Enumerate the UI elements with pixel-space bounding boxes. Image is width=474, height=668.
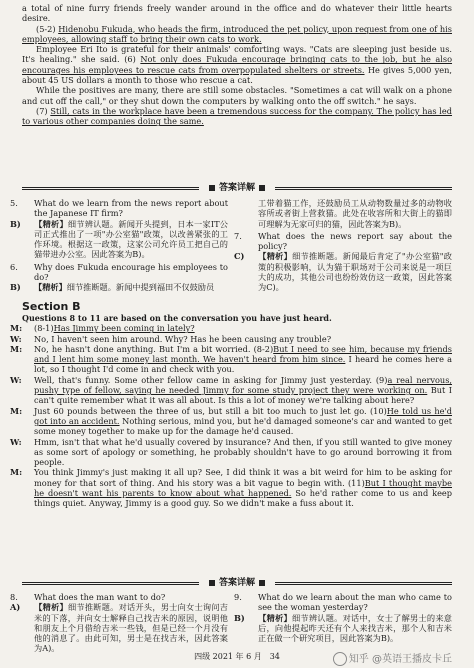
passage-paragraph: (7) Still, cats in the workplace have been a tremendous success for the company. The policy has led to various other companies doing the same.: [22, 105, 453, 127]
underlined-answer-sentence: Has Jimmy been coming in lately?: [53, 323, 195, 334]
news-passage: [22, 3, 452, 127]
answer-explanation: C) 【精析】细节推断题。新闻最后肯定了"办公室猫"政策的积极影响，认为猫于职场对于公司来说是一项巨大的成功，其他公司也纷纷效仿这一政策，因此答案为C)。: [234, 251, 452, 293]
answer-column-left: [10, 592, 228, 654]
dialogue-line: W: Hmm, isn't that what he'd usually covered by insurance? And then, if you still wanted to give money as some sort of apology or something, he probably shouldn't have to go around borrowing it from people.: [10, 436, 452, 468]
question-marker: (8-1): [34, 323, 54, 334]
square-bullet-icon: [209, 580, 215, 586]
passage-paragraph: While the positives are many, there are still some obstacles. "Sometimes a cat will walk on a phone and cut off the call," or they shut down the computers by walking onto the off switch." he says.: [22, 85, 452, 106]
question-item: 9. What do we learn about the man who came to see the woman yesterday?: [234, 592, 452, 613]
passage-paragraph: (5-2) Hidenobu Fukuda, who heads the firm, introduced the pet policy, upon request from one of his employees, allowing staff to bring their own cats to work.: [22, 23, 452, 44]
answer-column-right: [234, 592, 452, 644]
dialogue-line: W: No, I haven't seen him around. Why? Has he been causing any trouble?: [10, 333, 332, 344]
section-heading: Section B: [22, 300, 81, 313]
answer-column-right: [234, 198, 452, 293]
passage-paragraph: Employee Eri Ito is grateful for their animals' comforting ways. "Cats are sleeping just beside us. It's healing." she said. (6) Not only does Fukuda encourage bringing cats to the job, but he also encourages his employees to rescue cats from overpopulated shelters or streets. He gives 5,000 yen, about 45 US dollars a month to those who rescue a cat.: [22, 44, 453, 86]
answer-explanation: B) 【精析】细节推断题。新闻中提到福田不仅鼓励员: [10, 282, 215, 293]
speaker-label: M:: [10, 343, 23, 354]
underlined-answer-sentence: Still, cats in the workplace have been a tremendous success for the company. The policy has led to various other companies doing the same.: [22, 105, 453, 127]
underlined-answer-sentence: Not only does Fukuda encourage bringing cats to the job, but he also encourages his employees to rescue cats from overpopulated shelters or streets.: [22, 54, 453, 75]
answer-explanation: A) 【精析】细节推断题。对话开头，男士向女士询问吉米的下落，并向女士解释自己找吉米的原因，说明他和朋友上个月借给吉米一些钱，但是已经一个月没有他的消息了。由此可知，男士是在找吉米，因此答案为A)。: [10, 602, 228, 654]
banner-rule: [22, 582, 199, 585]
section-instructions: Questions 8 to 11 are based on the conversation you have just heard.: [22, 313, 332, 323]
dialogue-line: M: No, he hasn't done anything. But I'm a bit worried. (8-2)But I need to see him, because my friends and I lent him some money last month. We haven't heard from him since. I heard he comes here a lot, so I thought I'd come in and check with you.: [10, 343, 452, 375]
underlined-answer-sentence: He told us he'd got into an accident.: [34, 405, 452, 426]
answer-explanation: B) 【精析】细节辨认题。对话中，女士了解男士的来意后，向他提起昨天还有个人来找吉米，那个人和吉米正在做一个研究项目，因此答案为B)。: [234, 612, 452, 644]
dialogue: [10, 323, 452, 509]
dialogue-line: M: Just 60 pounds between the three of us, but still a bit too much to just let go. (10)He told us he'd got into an accident. Nothing serious, mind you, but he'd damaged someone's car and wanted to get some money together to make up for the damage he'd caused.: [10, 405, 452, 437]
question-marker: (8-2): [253, 343, 274, 354]
question-item: 7. What does the news report say about the policy?: [234, 230, 452, 252]
question-item: 8. What does the man want to do?: [10, 592, 166, 602]
underlined-answer-sentence: a real nervous, pushy type of fellow, saying he needed Jimmy for some study project they were working on.: [34, 374, 452, 396]
dialogue-line: M: You think Jimmy's just making it all up? See, I did think it was a bit weird for him to be asking for money for that sort of thing. And his story was a bit vague to begin with. (11)But I thought maybe he doesn't want his parents to know about what happened. So he'd rather come to us and keep things quiet. Anyway, Jimmy is a good guy. So we didn't make a fuss about it.: [10, 467, 452, 509]
answer-column-left: [10, 198, 228, 293]
banner-rule: [275, 187, 452, 190]
speaker-label: W:: [10, 436, 22, 447]
speaker-label: M:: [10, 467, 23, 478]
square-bullet-icon: [209, 185, 215, 191]
banner-label: 答案详解: [219, 182, 256, 193]
square-bullet-icon: [259, 185, 265, 191]
banner-rule: [275, 582, 452, 585]
passage-paragraph: a total of nine furry friends freely wander around in the office and do whatever their little hearts desire.: [22, 3, 452, 24]
question-item: 6. Why does Fukuda encourage his employees to do?: [10, 261, 228, 283]
answer-explanation: B) 【精析】细节辨认题。新闻开头提到，日本一家IT公司正式推出了一项"办公室猫"政策，以改善紧张的工作环境。根据这一政策，这家公司允许员工把自己的猫带进办公室。因此答案为B)。: [10, 218, 228, 260]
dialogue-line: [10, 323, 452, 334]
underlined-answer-sentence: Hidenobu Fukuda, who heads the firm, introduced the pet policy, upon request from one of his employees, allowing staff to bring their own cats to work.: [22, 23, 452, 44]
watermark: 知乎 @英语王播皮卡丘: [333, 652, 452, 666]
speaker-label: M:: [10, 323, 23, 334]
question-item: 5. What do we learn from the news report about the Japanese IT firm?: [10, 198, 228, 219]
banner-label: 答案详解: [219, 577, 256, 588]
answer-explanation: 工带着猫工作，还鼓励员工从动物数量过多的动物收容所或者街上营救猫。此处在收容所和大街上的猫即可理解为无家可归的猫，因此答案为B)。: [258, 198, 452, 229]
speaker-label: M:: [10, 405, 23, 416]
dialogue-line: W: Well, that's funny. Some other fellow came in asking for Jimmy just yesterday. (9)a real nervous, pushy type of fellow, saying he needed Jimmy for some study project they were working on. But I can't quite remember what it was all about. Is this a lot of money we're talking about here?: [10, 374, 452, 406]
underlined-answer-sentence: But I need to see him, because my friends and I lent him some money last month. We haven't heard from him since.: [34, 343, 452, 365]
page-footer: 四级 2021 年 6 月 34: [194, 651, 280, 661]
question-marker: (9): [375, 374, 388, 385]
banner-rule: [22, 187, 199, 190]
underlined-answer-sentence: But I thought maybe he doesn't want his parents to know about what happened.: [34, 477, 452, 499]
question-marker: (11): [347, 477, 365, 488]
zhihu-logo-icon: [333, 652, 347, 666]
question-marker: (10): [369, 405, 387, 416]
section-b: [10, 300, 452, 509]
square-bullet-icon: [259, 580, 265, 586]
answer-banner: [22, 181, 452, 195]
speaker-label: W:: [10, 333, 22, 344]
speaker-label: W:: [10, 374, 22, 385]
answer-banner: [22, 576, 452, 590]
